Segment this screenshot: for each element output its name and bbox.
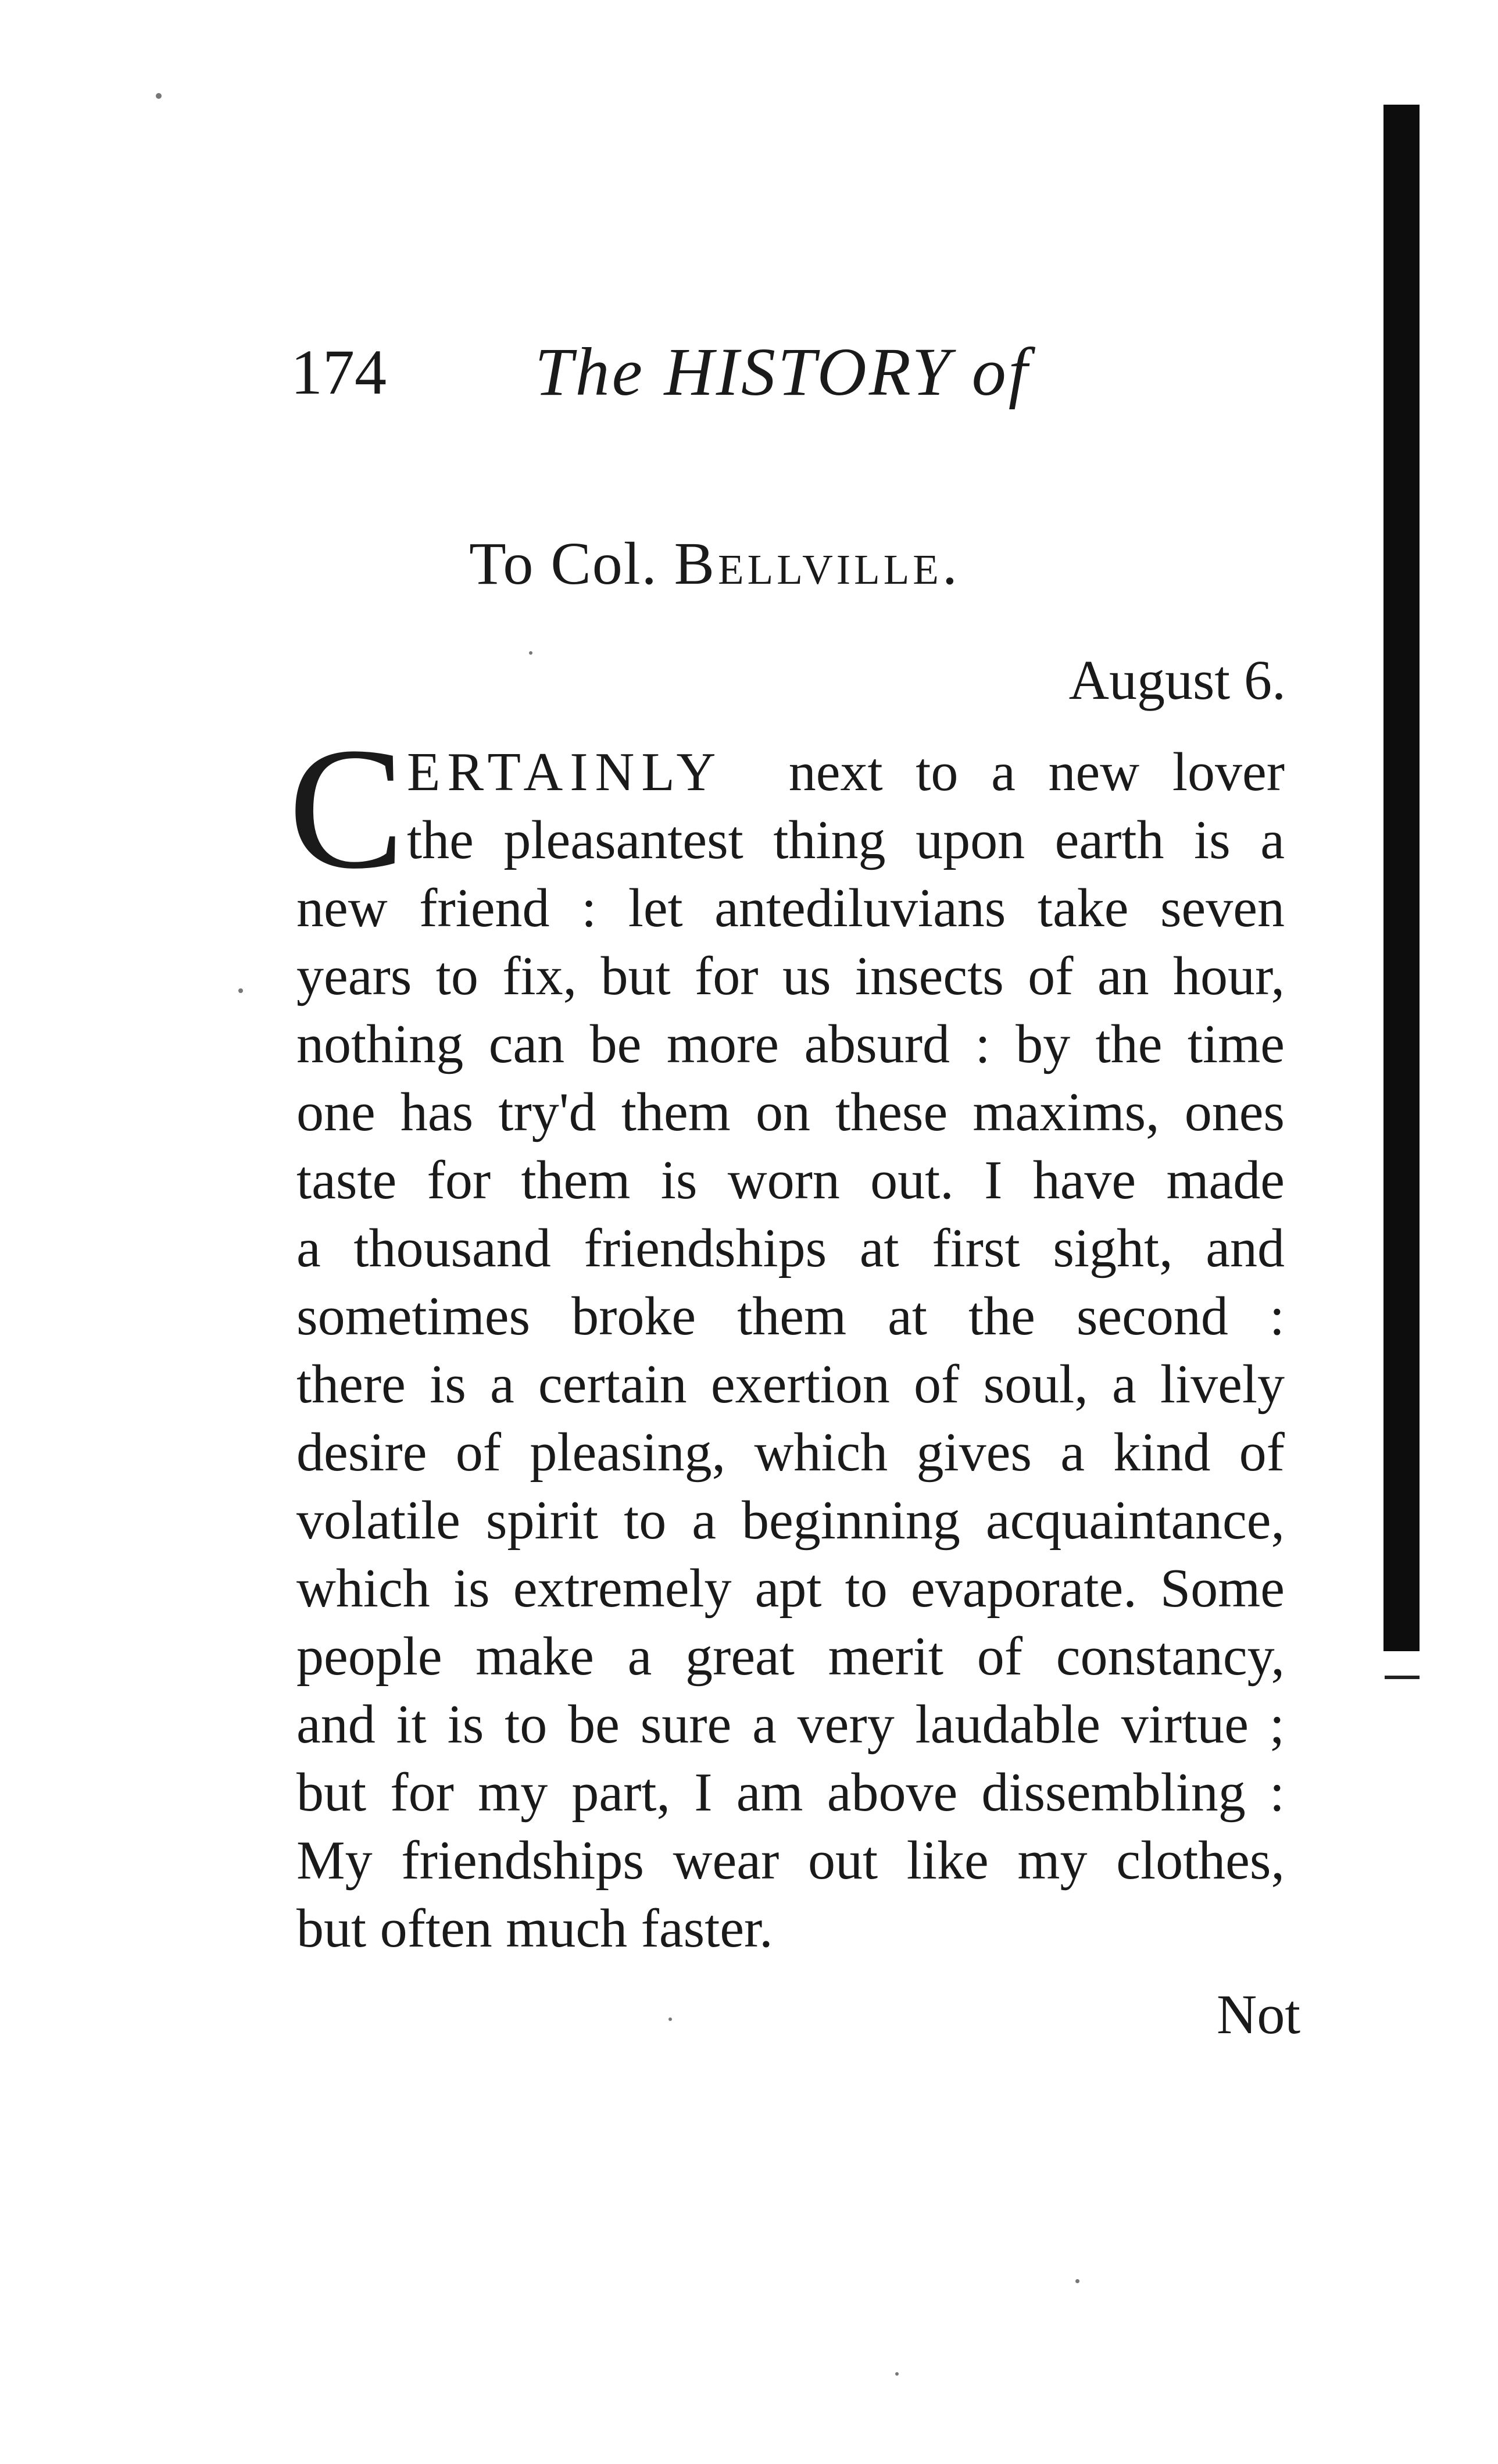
addressee-name: Bellville. (674, 530, 961, 597)
scan-speck (668, 2017, 672, 2021)
body-line: one has try'd them on these maxims, ones (296, 1082, 1285, 1142)
body-line: but often much faster. (296, 1898, 773, 1959)
body-line (407, 738, 1285, 806)
body-line: and it is to be sure a very laudable virtue ; (296, 1694, 1285, 1755)
scan-edge-bar (1383, 105, 1420, 1651)
page-number: 174 (291, 337, 387, 408)
running-title: The HISTORY of (535, 334, 1030, 410)
body-line: which is extremely apt to evaporate. Some (296, 1558, 1285, 1619)
body-line: but for my part, I am above dissembling : (296, 1762, 1285, 1823)
running-head (291, 326, 1163, 419)
scan-speck (895, 2372, 899, 2376)
body-line: a thousand friendships at first sight, and (296, 1218, 1285, 1279)
scan-speck (529, 651, 532, 655)
opening-word: ERTAINLY (407, 742, 723, 802)
letter-addressee (0, 523, 1337, 605)
body-line: sometimes broke them at the second : (296, 1286, 1285, 1347)
catchword: Not (1217, 1983, 1300, 2045)
addressee-prefix: To Col. (469, 530, 674, 597)
scan-speck (238, 988, 243, 993)
body-line: My friendships wear out like my clothes, (296, 1830, 1285, 1891)
body-line: desire of pleasing, which gives a kind of (296, 1422, 1285, 1483)
body-line: volatile spirit to a beginning acquaintance, (296, 1490, 1285, 1551)
body-line: the pleasantest thing upon earth is a (407, 810, 1285, 870)
body-line: people make a great merit of constancy, (296, 1626, 1285, 1687)
drop-cap: C (288, 712, 405, 905)
scan-edge-mark (1385, 1676, 1420, 1679)
body-line: taste for them is worn out. I have made (296, 1150, 1285, 1210)
body-line: nothing can be more absurd : by the time (296, 1014, 1285, 1074)
body-line: years to fix, but for us insects of an hour, (296, 946, 1285, 1006)
scan-speck (156, 93, 162, 99)
opening-block (288, 712, 1285, 905)
body-line: there is a certain exertion of soul, a lively (296, 1354, 1285, 1415)
scan-speck (1075, 2279, 1079, 2283)
line-text: next to a new lover (788, 742, 1285, 802)
letter-body (288, 712, 1285, 1963)
letter-date: August 6. (1068, 649, 1286, 711)
body-line: new friend : let antediluvians take seven (296, 878, 1285, 938)
